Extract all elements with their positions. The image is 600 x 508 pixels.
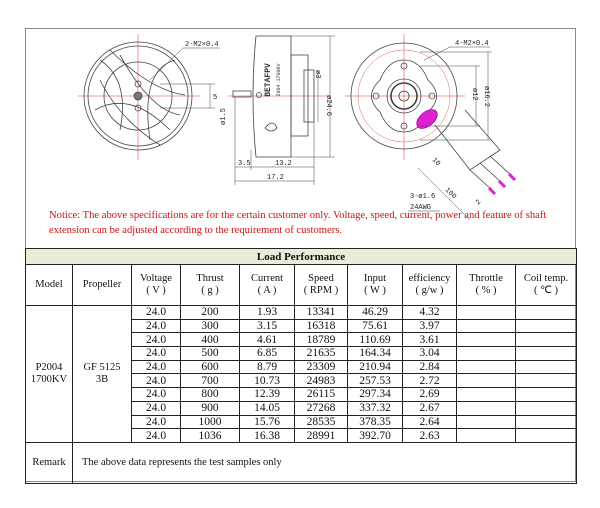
header-unit: ( g/w ) (415, 285, 444, 296)
header-unit: ( V ) (146, 285, 166, 296)
table-cell (516, 374, 577, 388)
header-label: Throttle (469, 273, 503, 284)
header-label: Current (250, 273, 284, 284)
load-performance-table (25, 248, 577, 484)
table-cell: 16.38 (240, 429, 295, 443)
table-cell: 500 (181, 347, 240, 361)
table-cell: 24.0 (132, 429, 181, 443)
table-cell: 2.69 (403, 388, 457, 402)
table-cell: 24.0 (132, 415, 181, 429)
table-cell: 4.32 (403, 306, 457, 320)
propeller-cell (73, 306, 132, 443)
table-cell: 24.0 (132, 401, 181, 415)
table-cell: 1036 (181, 429, 240, 443)
table-cell: 2.63 (403, 429, 457, 443)
table-cell (457, 347, 516, 361)
table-cell: 400 (181, 333, 240, 347)
notice-text: Notice: The above specifications are for the certain customer only. Voltage, speed, current, power and feature of shaft extension can be adjusted according to the requirement of customers. (49, 210, 547, 236)
header-unit: ( RPM ) (303, 285, 339, 296)
table-cell: 28991 (295, 429, 348, 443)
table-cell (457, 388, 516, 402)
header-label: Thrust (196, 273, 224, 284)
outer-diameter-label: ø24.6 (324, 95, 332, 117)
table-cell: 3.97 (403, 319, 457, 333)
column-header (348, 265, 403, 306)
table-cell: 392.70 (348, 429, 403, 443)
table-row (26, 306, 577, 320)
header-unit: ( g ) (201, 285, 219, 296)
header-unit: ( ℃ ) (533, 285, 559, 296)
table-cell: 8.79 (240, 360, 295, 374)
table-cell: 300 (181, 319, 240, 333)
table-cell: 110.69 (348, 333, 403, 347)
table-cell: 164.34 (348, 347, 403, 361)
rear-inner-diameter: ø12 (470, 88, 478, 101)
table-cell (457, 415, 516, 429)
front-view (78, 34, 220, 160)
header-row (26, 265, 577, 306)
table-cell: 15.76 (240, 415, 295, 429)
table-cell (457, 319, 516, 333)
table-cell: 75.61 (348, 319, 403, 333)
column-header (295, 265, 348, 306)
table-cell: 1.93 (240, 306, 295, 320)
remark-label: Remark (26, 442, 73, 483)
table-cell: 10.73 (240, 374, 295, 388)
table-cell: 18789 (295, 333, 348, 347)
column-header (516, 265, 577, 306)
header-label: Voltage (140, 273, 172, 284)
propeller-line: 3B (95, 373, 109, 385)
column-header (26, 265, 73, 306)
table-cell (457, 429, 516, 443)
table-cell: 2.72 (403, 374, 457, 388)
table-cell: 2.67 (403, 401, 457, 415)
table-cell: 3.61 (403, 333, 457, 347)
table-cell: 700 (181, 374, 240, 388)
table-cell: 23309 (295, 360, 348, 374)
wire-spec-gauge: 24AWG (410, 204, 432, 212)
rear-view (345, 34, 515, 220)
wire-spec-count: 3-ø1.6 (410, 193, 436, 201)
table-cell (457, 333, 516, 347)
propeller-line: GF 5125 (83, 361, 121, 373)
column-header (403, 265, 457, 306)
motor-drawing (0, 0, 600, 240)
table-cell: 800 (181, 388, 240, 402)
table-cell: 16318 (295, 319, 348, 333)
header-label: Propeller (82, 279, 122, 290)
table-cell: 24.0 (132, 374, 181, 388)
model-cell (26, 306, 73, 443)
table-cell (516, 347, 577, 361)
table-cell: 210.94 (348, 360, 403, 374)
remark-row (26, 442, 577, 483)
table-cell: 24.0 (132, 347, 181, 361)
table-cell: 2.64 (403, 415, 457, 429)
wire-dim-10: 10 (429, 156, 442, 169)
column-header (73, 265, 132, 306)
total-length-label: 17.2 (267, 174, 284, 182)
table-cell: 24983 (295, 374, 348, 388)
header-unit: ( A ) (257, 285, 277, 296)
table-cell (516, 415, 577, 429)
body-length-label: 13.2 (275, 160, 292, 168)
header-unit: ( % ) (475, 285, 497, 296)
table-cell: 378.35 (348, 415, 403, 429)
table-cell: 27268 (295, 401, 348, 415)
motor-logo-brand: BETAFPV (264, 63, 273, 97)
table-cell: 13341 (295, 306, 348, 320)
table-cell: 297.34 (348, 388, 403, 402)
table-cell: 1000 (181, 415, 240, 429)
table-cell: 24.0 (132, 388, 181, 402)
table-cell: 26115 (295, 388, 348, 402)
table-cell: 28535 (295, 415, 348, 429)
table-cell: 600 (181, 360, 240, 374)
wire-dim-100: 100 (442, 186, 458, 202)
table-cell (457, 360, 516, 374)
table-cell: 3.15 (240, 319, 295, 333)
column-header (457, 265, 516, 306)
table-cell (516, 333, 577, 347)
table-cell: 200 (181, 306, 240, 320)
table-cell: 12.39 (240, 388, 295, 402)
table-cell: 337.32 (348, 401, 403, 415)
table-cell: 2.84 (403, 360, 457, 374)
table-cell: 21635 (295, 347, 348, 361)
header-unit: ( W ) (364, 285, 386, 296)
header-label: Input (363, 273, 387, 284)
table-cell (457, 374, 516, 388)
table-cell: 4.61 (240, 333, 295, 347)
front-thread-label: 2-M2×0.4 (185, 41, 219, 49)
column-header (132, 265, 181, 306)
inner-diameter-label: ø3 (313, 70, 321, 79)
shaft-length-label: 3.5 (238, 160, 251, 168)
table-cell (516, 306, 577, 320)
table-cell: 46.29 (348, 306, 403, 320)
shaft-diameter-label: ø1.5 (220, 108, 228, 125)
rear-outer-diameter: ø16.2 (482, 86, 490, 108)
motor-logo-model: 2004 1700KV (276, 63, 282, 97)
table-cell: 900 (181, 401, 240, 415)
column-header (181, 265, 240, 306)
table-cell (457, 401, 516, 415)
table-cell: 6.85 (240, 347, 295, 361)
table-cell: 3.04 (403, 347, 457, 361)
table-cell (516, 388, 577, 402)
table-cell (516, 360, 577, 374)
table-cell: 257.53 (348, 374, 403, 388)
table-cell (457, 306, 516, 320)
model-line: P2004 (35, 361, 63, 373)
rear-thread-label: 4-M2×0.4 (455, 40, 489, 48)
table-cell (516, 401, 577, 415)
header-label: efficiency (408, 273, 451, 284)
table-cell: 24.0 (132, 333, 181, 347)
table-title: Load Performance (26, 249, 577, 265)
model-line: 1700KV (30, 373, 68, 385)
header-label: Model (35, 279, 63, 290)
side-view (220, 36, 335, 185)
wire-dim-2: 2 (474, 198, 484, 208)
table-cell: 24.0 (132, 319, 181, 333)
table-cell (516, 319, 577, 333)
table-cell: 24.0 (132, 306, 181, 320)
table-cell (516, 429, 577, 443)
front-hole-spacing: 5 (213, 94, 218, 102)
table-cell: 24.0 (132, 360, 181, 374)
table-cell: 14.05 (240, 401, 295, 415)
header-label: Coil temp. (523, 273, 569, 284)
remark-text: The above data represents the test samples only (73, 442, 577, 483)
header-label: Speed (308, 273, 334, 284)
column-header (240, 265, 295, 306)
